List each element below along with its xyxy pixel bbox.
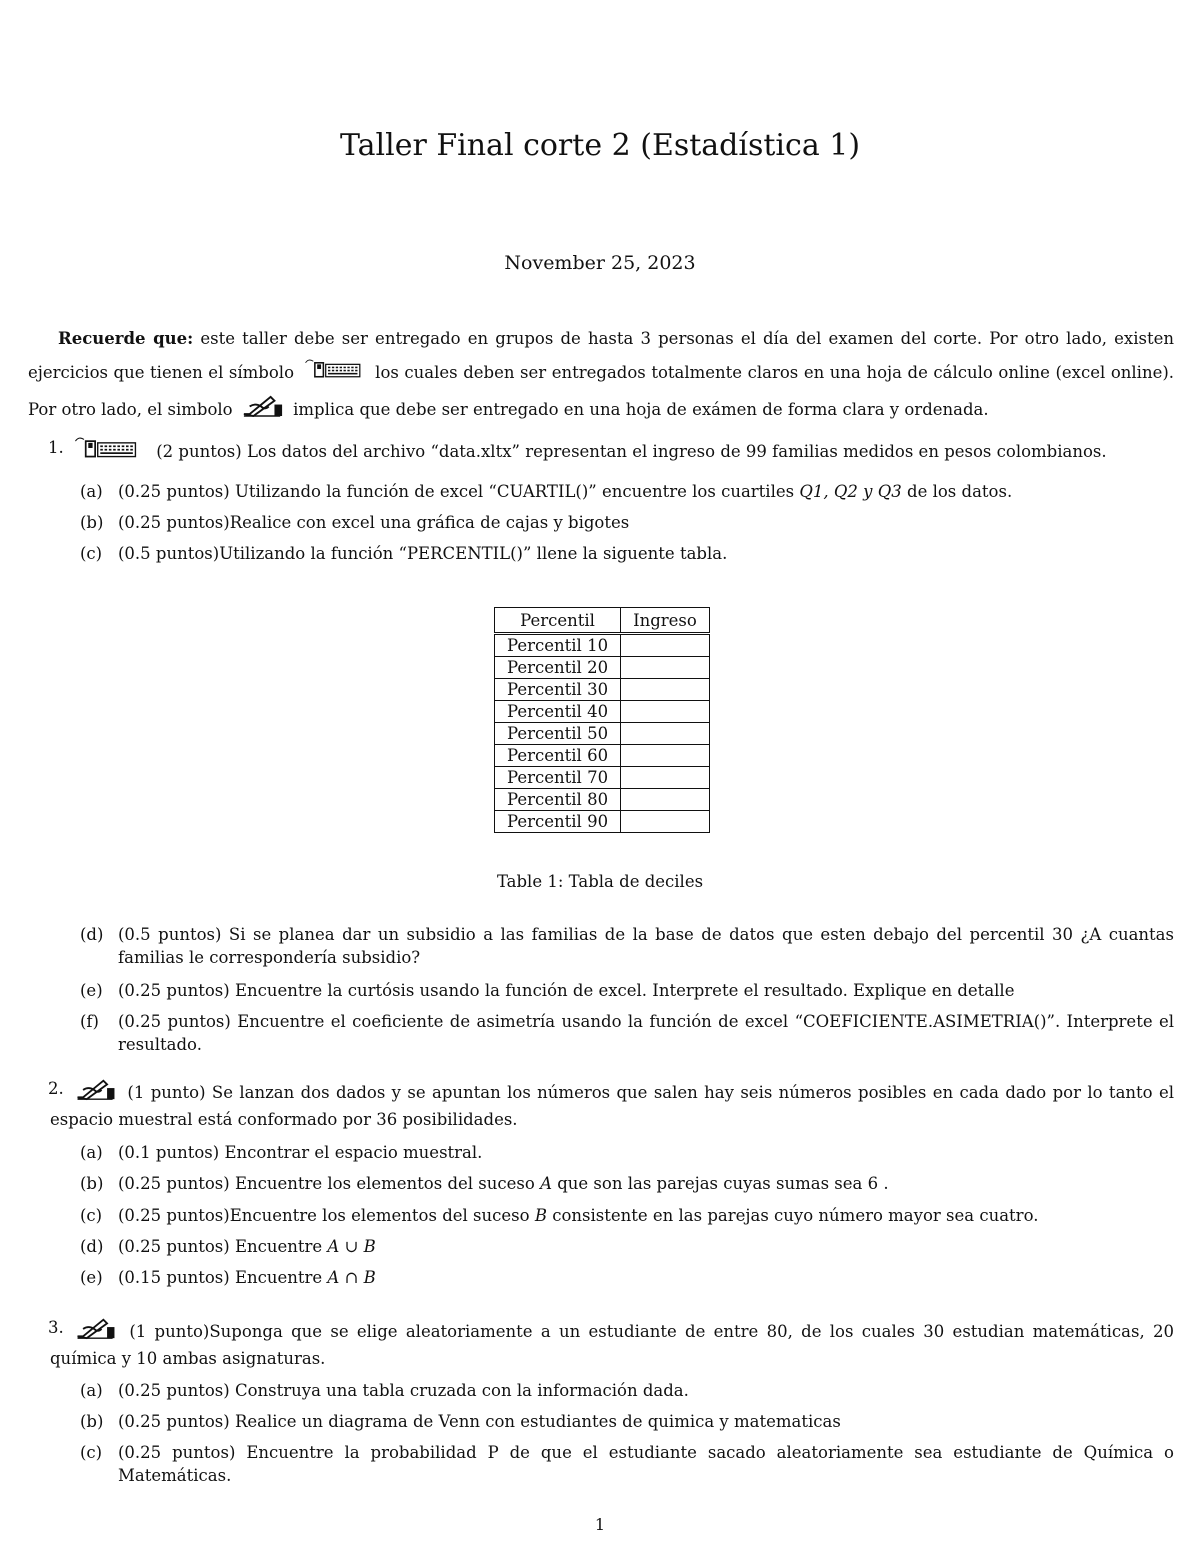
question-number: 1.: [48, 438, 64, 457]
q3-item-a: (a) (0.25 puntos) Construya una tabla cruzada con la información dada.: [80, 1381, 689, 1400]
ingreso-cell[interactable]: [621, 634, 710, 657]
question-2: [50, 1077, 1174, 1132]
q1-item-f: (f) (0.25 puntos) Encuentre el coeficiente de asimetría usando la función de excel “COEFICIENTE.ASIMETRIA()”. Interprete el resultado.: [80, 1012, 1174, 1054]
ingreso-cell[interactable]: [621, 767, 710, 789]
q1-item-c: (c) (0.5 puntos)Utilizando la función “PERCENTIL()” llene la siguente tabla.: [80, 544, 728, 563]
ingreso-cell[interactable]: [621, 789, 710, 811]
table-row: Percentil 60: [495, 745, 710, 767]
q1-item-e: (e) (0.25 puntos) Encuentre la curtósis usando la función de excel. Interprete el resultado. Explique en detalle: [80, 981, 1015, 1000]
table-row: Percentil 40: [495, 701, 710, 723]
q2-item-d: (d) (0.25 puntos) Encuentre A ∪ B: [80, 1237, 376, 1256]
table-row: Percentil 30: [495, 679, 710, 701]
ingreso-cell[interactable]: [621, 701, 710, 723]
intro-text-3: implica que debe ser entregado en una hoja de exámen de forma clara y ordenada.: [293, 400, 989, 419]
table-row: Percentil 90: [495, 811, 710, 833]
q2-item-c: (c) (0.25 puntos)Encuentre los elementos del suceso B consistente en las parejas cuyo número mayor sea cuatro.: [80, 1206, 1039, 1225]
question-text: (1 punto) Se lanzan dos dados y se apuntan los números que salen hay seis números posibles en cada dado por lo tanto el espacio muestral está conformado por 36 posibilidades.: [50, 1083, 1175, 1129]
computer-icon: [69, 436, 147, 467]
intro-lead: Recuerde que:: [58, 329, 194, 348]
page-title: Taller Final corte 2 (Estadística 1): [339, 128, 861, 163]
q3-item-b: (b) (0.25 puntos) Realice un diagrama de Venn con estudiantes de quimica y matematicas: [80, 1412, 841, 1431]
intro-paragraph: [28, 322, 1174, 430]
writing-hand-icon: [75, 1077, 117, 1108]
intro-text-2: los cuales deben ser entregados totalmente claros en una hoja de cálculo online (excel online). Por otro lado, el simbolo: [28, 363, 1175, 419]
table-header-ingreso: Ingreso: [621, 608, 710, 634]
writing-hand-icon: [242, 393, 284, 430]
intro-text-1: este taller debe ser entregado en grupos de hasta 3 personas el día del examen del corte. Por otro lado, existen ejercicios que tienen el símbolo: [28, 329, 1174, 382]
percentile-table: [494, 607, 710, 833]
table-row: Percentil 10: [495, 634, 710, 657]
q3-item-c: (c) (0.25 puntos) Encuentre la probabilidad P de que el estudiante sacado aleatoriamente sea estudiante de Química o Matemáticas.: [80, 1443, 1174, 1485]
question-number: 2.: [48, 1079, 64, 1098]
question-1: [50, 436, 1174, 467]
question-text: (1 punto)Suponga que se elige aleatoriamente a un estudiante de entre 80, de los cuales 30 estudian matemáticas, 20 química y 10 ambas asignaturas.: [50, 1322, 1175, 1368]
computer-icon: [304, 357, 366, 393]
table-row: Percentil 50: [495, 723, 710, 745]
writing-hand-icon: [75, 1316, 117, 1347]
question-number: 3.: [48, 1318, 64, 1337]
question-3: [50, 1316, 1174, 1371]
ingreso-cell[interactable]: [621, 811, 710, 833]
table-row: Percentil 20: [495, 657, 710, 679]
ingreso-cell[interactable]: [621, 745, 710, 767]
question-text: (2 puntos) Los datos del archivo “data.xltx” representan el ingreso de 99 familias medidos en pesos colombianos.: [156, 442, 1107, 461]
q2-item-a: (a) (0.1 puntos) Encontrar el espacio muestral.: [80, 1143, 483, 1162]
ingreso-cell[interactable]: [621, 723, 710, 745]
q1-item-a: (a) (0.25 puntos) Utilizando la función de excel “CUARTIL()” encuentre los cuartiles Q1, Q2 y Q3 de los datos.: [80, 482, 1013, 501]
q2-item-e: (e) (0.15 puntos) Encuentre A ∩ B: [80, 1268, 376, 1287]
q1-item-b: (b) (0.25 puntos)Realice con excel una gráfica de cajas y bigotes: [80, 513, 630, 532]
ingreso-cell[interactable]: [621, 657, 710, 679]
page-number: 1: [594, 1515, 606, 1534]
table-caption: Table 1: Tabla de deciles: [496, 872, 704, 891]
document-date: November 25, 2023: [504, 252, 696, 274]
table-row: Percentil 70: [495, 767, 710, 789]
q2-item-b: (b) (0.25 puntos) Encuentre los elementos del suceso A que son las parejas cuyas sumas sea 6 .: [80, 1174, 889, 1193]
table-row: Percentil 80: [495, 789, 710, 811]
ingreso-cell[interactable]: [621, 679, 710, 701]
q1-item-d: (d) (0.5 puntos) Si se planea dar un subsidio a las familias de la base de datos que esten debajo del percentil 30 ¿A cuantas familias le correspondería subsidio?: [80, 925, 1174, 967]
table-header-percentil: Percentil: [495, 608, 621, 634]
